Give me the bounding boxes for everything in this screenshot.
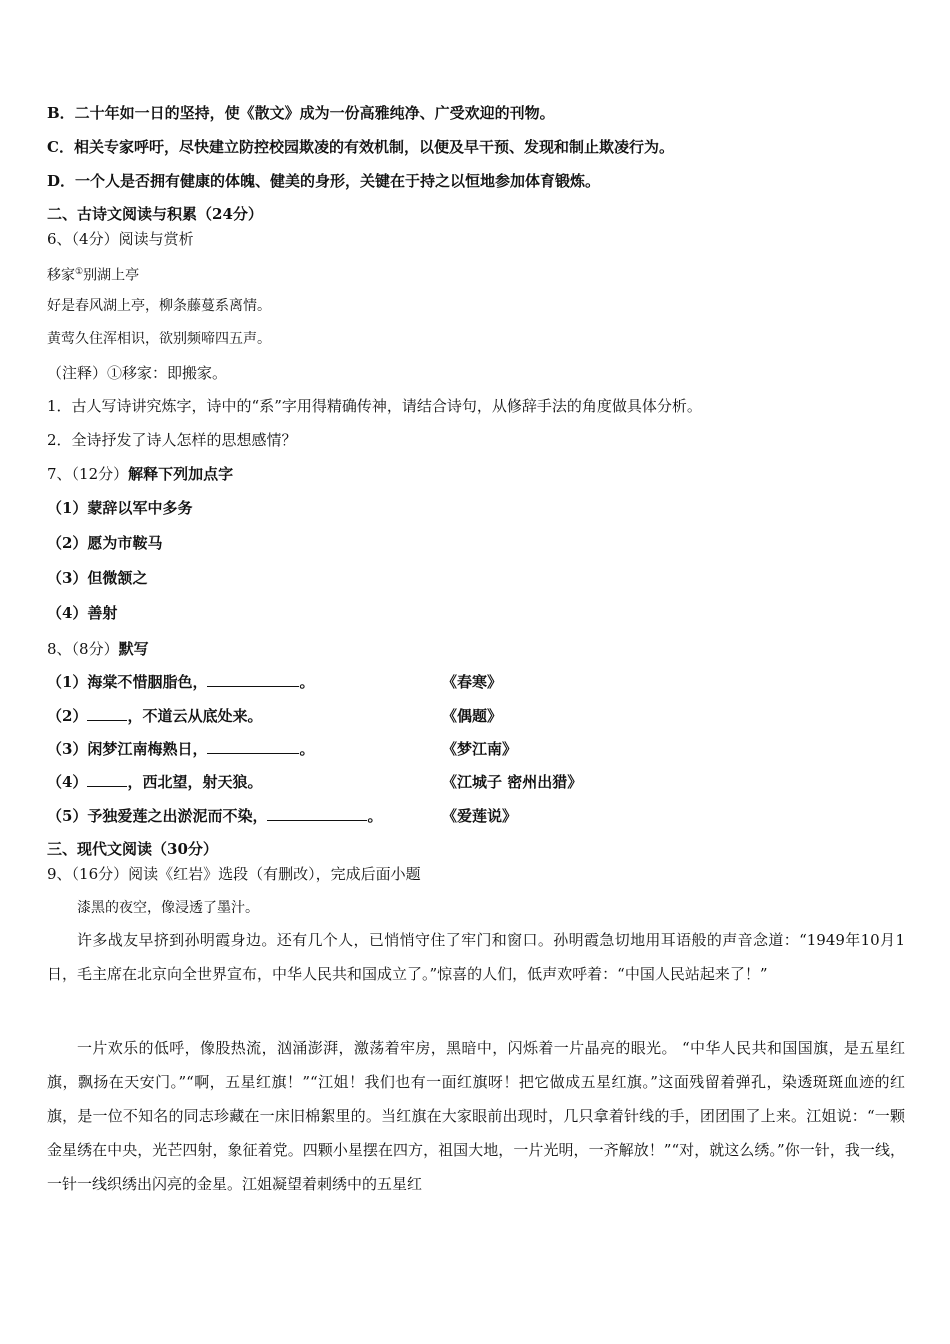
q6-sub1: 1．古人写诗讲究炼字，诗中的“系”字用得精确传神，请结合诗句，从修辞手法的角度做具体分析。 <box>47 397 702 415</box>
poem-title-note-mark: ① <box>75 267 84 277</box>
poem-title <box>47 262 139 286</box>
passage-paragraph-2: 许多战友早挤到孙明霞身边。还有几个人，已悄悄守住了牢门和窗口。孙明霞急切地用耳语般的声音念道：“1949年10月1日，毛主席在北京向全世界宣布，中华人民共和国成立了。”惊喜的人们，低声欢呼着：“中国人民站起来了！” <box>47 931 905 983</box>
q6-sub2: 2．全诗抒发了诗人怎样的思想感情？ <box>47 431 297 449</box>
q7-heading-prefix: 7、（12分） <box>47 465 129 483</box>
passage-paragraph-1: 漆黑的夜空，像浸透了墨汁。 <box>77 900 259 916</box>
q8-heading-title: 默写 <box>118 640 149 658</box>
answer-blank[interactable] <box>207 739 299 754</box>
q7-item-3: （3）但微颔之 <box>47 569 148 587</box>
q8-item-2-source: 《偶题》 <box>442 707 503 725</box>
q8-item-5-source: 《爱莲说》 <box>442 807 518 825</box>
option-b: B．二十年如一日的坚持，使《散文》成为一份高雅纯净、广受欢迎的刊物。 <box>47 104 555 122</box>
q7-item-1: （1）蒙辞以军中多务 <box>47 499 193 517</box>
option-d: D．一个人是否拥有健康的体魄、健美的身形，关键在于持之以恒地参加体育锻炼。 <box>47 172 601 190</box>
answer-blank[interactable] <box>267 806 367 821</box>
q8-item-2-after: ，不道云从底处来。 <box>127 707 263 725</box>
q8-item-5-before: （5）予独爱莲之出淤泥而不染， <box>47 807 268 825</box>
poem-title-rest: 别湖上亭 <box>83 267 140 284</box>
q8-item-3 <box>47 739 314 759</box>
q8-item-1-after: 。 <box>299 673 315 691</box>
q9-heading: 9、（16分）阅读《红岩》选段（有删改），完成后面小题 <box>47 865 421 883</box>
q8-item-1-before: （1）海棠不惜胭脂色， <box>47 673 208 691</box>
answer-blank[interactable] <box>207 672 299 687</box>
q8-item-2 <box>47 706 262 726</box>
poem-line-1: 好是春风湖上亭，柳条藤蔓系离情。 <box>47 298 271 314</box>
q8-item-1 <box>47 672 314 692</box>
q8-item-5-after: 。 <box>367 807 383 825</box>
q7-item-4: （4）善射 <box>47 604 118 622</box>
q8-item-4-source: 《江城子 密州出猎》 <box>442 773 583 791</box>
q6-heading: 6、（4分）阅读与赏析 <box>47 230 194 248</box>
poem-note: （注释）①移家：即搬家。 <box>47 364 228 382</box>
poem-title-main: 移家 <box>47 267 75 284</box>
q8-item-3-source: 《梦江南》 <box>442 740 518 758</box>
q8-item-4-before: （4） <box>47 773 88 791</box>
answer-blank[interactable] <box>87 706 127 721</box>
q8-item-4-after: ，西北望，射天狼。 <box>127 773 263 791</box>
q8-item-3-after: 。 <box>299 740 315 758</box>
answer-blank[interactable] <box>87 772 127 787</box>
q7-heading <box>47 464 233 484</box>
section2-heading: 二、古诗文阅读与积累（24分） <box>47 205 263 223</box>
q8-heading <box>47 639 149 659</box>
poem-line-2: 黄莺久住浑相识，欲别频啼四五声。 <box>47 331 271 347</box>
q8-item-3-before: （3）闲梦江南梅熟日， <box>47 740 208 758</box>
option-c: C．相关专家呼吁，尽快建立防控校园欺凌的有效机制，以便及早干预、发现和制止欺凌行为。 <box>47 138 674 156</box>
q8-item-5 <box>47 806 382 826</box>
q8-heading-prefix: 8、（8分） <box>47 640 119 658</box>
q8-item-2-before: （2） <box>47 707 88 725</box>
section3-heading: 三、现代文阅读（30分） <box>47 840 218 858</box>
q7-heading-title: 解释下列加点字 <box>128 465 234 483</box>
passage-paragraph-3: 一片欢乐的低呼，像股热流，汹涌澎湃，激荡着牢房，黑暗中，闪烁着一片晶亮的眼光。 “中华人民共和国国旗，是五星红旗，飘扬在天安门。”“啊，五星红旗！”“江姐！我们也有一面红旗呀！把它做成五星红旗。”这面残留着弹孔，染透斑斑血迹的红旗，是一位不知名的同志珍藏在一床旧棉絮里的。当红旗在大家眼前出现时，几只拿着针线的手，团团围了上来。江姐说：“一颗金星绣在中央，光芒四射，象征着党。四颗小星摆在四方，祖国大地，一片光明，一齐解放！”“对，就这么绣。”你一针，我一线，一针一线织绣出闪亮的金星。江姐凝望着刺绣中的五星红 <box>47 1039 905 1193</box>
q8-item-4 <box>47 772 262 792</box>
q8-item-1-source: 《春寒》 <box>442 673 503 691</box>
q7-item-2: （2）愿为市鞍马 <box>47 534 163 552</box>
